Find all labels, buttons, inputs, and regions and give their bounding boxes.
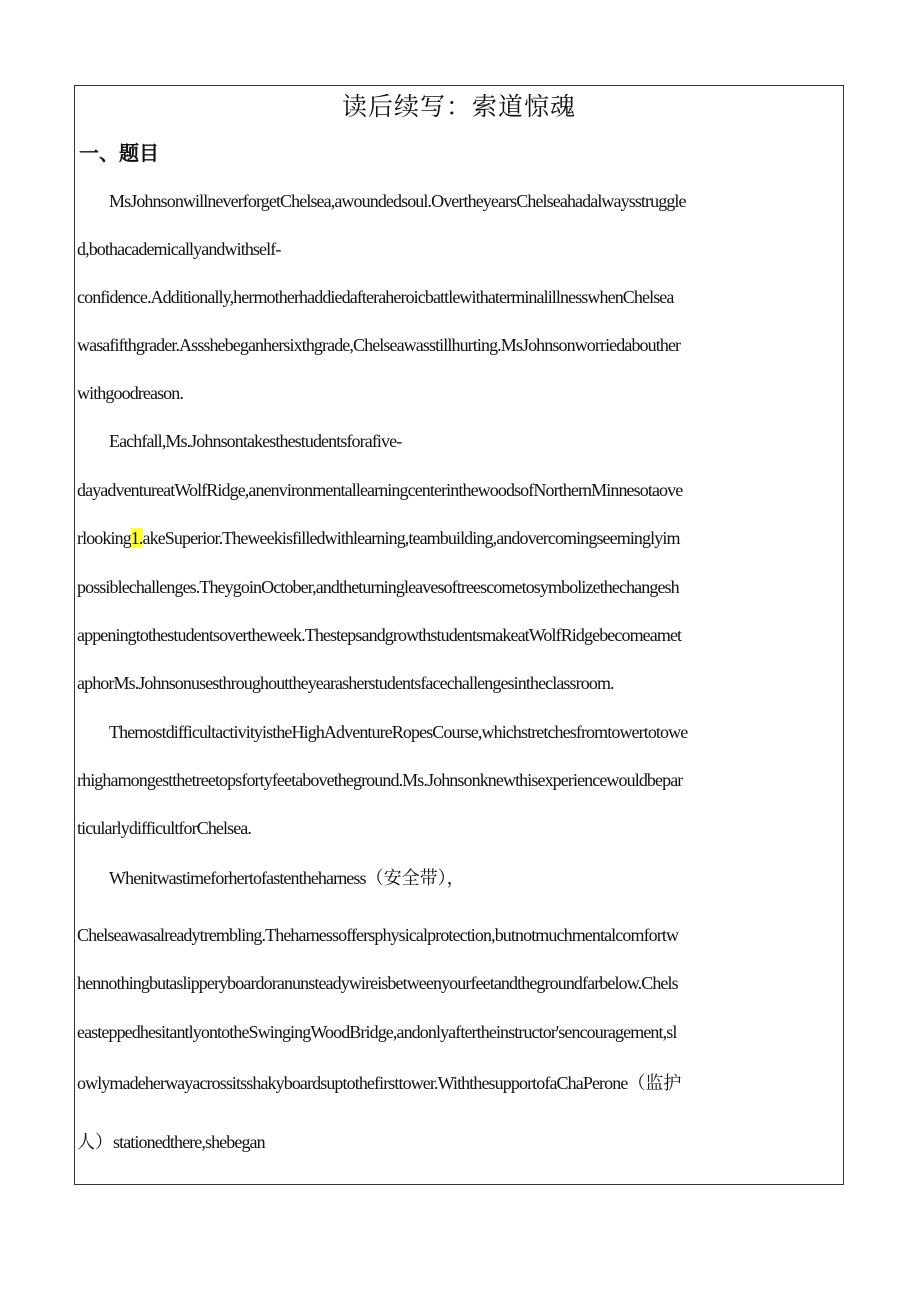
document-frame (74, 85, 844, 1185)
text-line (77, 1129, 265, 1156)
text-segment: akeSuperior.Theweekisfilledwithlearning,teambuilding,andovercomingseeminglyim (142, 528, 680, 548)
text-line: MsJohnsonwillneverforgetChelsea,awoundedsoul.OvertheyearsChelseahadalwaysstruggle (109, 191, 686, 211)
text-line (77, 525, 680, 551)
annotation-segment: （监护 (627, 1073, 682, 1094)
text-line: aphorMs.Johnsonusesthroughouttheyearasherstudentsfacechallengesintheclassroom. (77, 673, 614, 693)
text-line: d,bothacademicallyandwithself- (77, 239, 281, 259)
document-title: 读后续写：索道惊魂 (341, 92, 576, 121)
text-line: appeningtothestudentsovertheweek.ThestepsandgrowthstudentsmakeatWolfRidgebecomeamet (77, 625, 682, 645)
text-line: withgoodreason. (77, 383, 183, 403)
text-line (109, 865, 465, 892)
text-line (77, 1070, 681, 1097)
text-segment: stationedthere,shebegan (113, 1132, 265, 1152)
text-line: hennothingbutaslipperyboardoranunsteadywireisbetweenyourfeetandthegroundfarbelow.Chels (77, 973, 678, 993)
text-line: wasafifthgrader.Assshebeganhersixthgrade,Chelseawasstillhurting.MsJohnsonworriedabouther (77, 335, 681, 355)
text-line: Chelseawasalreadytrembling.Theharnessoffersphysicalprotection,butnotmuchmentalcomfortw (77, 925, 679, 945)
highlighted-marker: 1. (130, 528, 143, 548)
text-line: easteppedhesitantlyontotheSwingingWoodBridge,andonlyaftertheinstructor'sencouragement,sl (77, 1022, 677, 1042)
text-line: ThemostdifficultactivityistheHighAdventureRopesCourse,whichstretchesfromtowertotowe (109, 722, 688, 742)
text-line: dayadventureatWolfRidge,anenvironmentallearningcenterinthewoodsofNorthernMinnesotaove (77, 480, 683, 500)
section-heading: 一、题目 (79, 141, 159, 165)
annotation-segment: （安全带）， (365, 868, 465, 889)
text-segment: Whenitwastimeforhertofastentheharness (109, 868, 366, 888)
text-segment: rlooking (77, 528, 131, 548)
text-line: rhighamongestthetreetopsfortyfeetabovetheground.Ms.Johnsonknewthisexperiencewouldbepar (77, 770, 683, 790)
text-line: ticularlydifficultforChelsea. (77, 818, 252, 838)
annotation-segment: 人） (77, 1132, 113, 1153)
text-line: possiblechallenges.TheygoinOctober,andtheturningleavesoftreescometosymbolizethechangesh (77, 577, 679, 597)
text-line: Eachfall,Ms.Johnsontakesthestudentsforafive- (109, 431, 402, 451)
text-segment: owlymadeherwayacrossitsshakyboardsuptothefirsttower.WiththesupportofaChaPerone (77, 1073, 628, 1093)
text-line: confidence.Additionally,hermotherhaddiedafteraheroicbattlewithaterminalillnesswhenChelsea (77, 287, 674, 307)
